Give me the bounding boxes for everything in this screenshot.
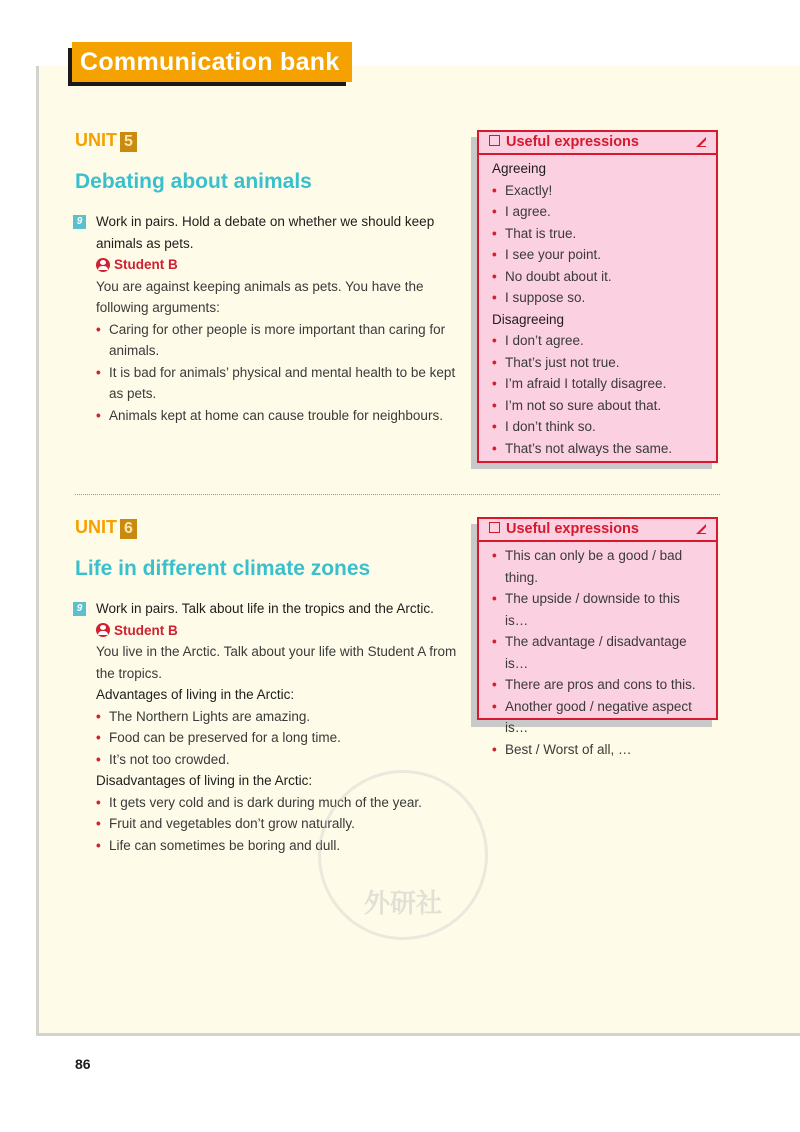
checkbox-icon: [489, 522, 500, 533]
disagreeing-list: [492, 330, 706, 459]
useful-expressions-box-unit5: [477, 130, 718, 463]
unit-number-badge: 6: [120, 519, 137, 539]
role-intro: You live in the Arctic. Talk about your life with Student A from the tropics.: [96, 644, 457, 681]
list-item: • It gets very cold and is dark during much of the year.: [96, 792, 458, 814]
list-item: • That’s not always the same.: [492, 438, 706, 460]
task-instruction: Work in pairs. Talk about life in the tropics and the Arctic.: [96, 601, 434, 616]
useful-expressions-title: Useful expressions: [506, 521, 639, 537]
publisher-watermark: 外研社: [318, 770, 488, 940]
list-item: • I agree.: [492, 201, 706, 223]
list-item: • I don’t agree.: [492, 330, 706, 352]
list-item: • Caring for other people is more important than caring for animals.: [96, 319, 458, 362]
list-item: • Food can be preserved for a long time.: [96, 727, 458, 749]
list-item: • The Northern Lights are amazing.: [96, 706, 458, 728]
disadvantages-label: Disadvantages of living in the Arctic:: [96, 773, 313, 788]
task-number-icon: 9: [73, 602, 86, 616]
unit-number-badge: 5: [120, 132, 137, 152]
page-number: 86: [75, 1056, 91, 1072]
useful-expressions-heading: [479, 519, 716, 542]
list-item: • Life can sometimes be boring and dull.: [96, 835, 458, 857]
advantages-list: [96, 706, 458, 771]
list-item: • I don’t think so.: [492, 416, 706, 438]
list-item: • The upside / downside to this is…: [492, 588, 706, 631]
useful-expressions-heading: [479, 132, 716, 155]
student-role: [96, 254, 458, 276]
corner-triangle-icon: [696, 524, 706, 534]
unit-6-title: Life in different climate zones: [75, 557, 371, 580]
useful-expressions-title: Useful expressions: [506, 134, 639, 150]
list-item: • I’m afraid I totally disagree.: [492, 373, 706, 395]
list-item: • That is true.: [492, 223, 706, 245]
corner-triangle-icon: [696, 137, 706, 147]
role-intro: You are against keeping animals as pets. You have the following arguments:: [96, 278, 424, 315]
list-item: • Fruit and vegetables don’t grow naturally.: [96, 813, 458, 835]
student-role-label: Student B: [114, 257, 178, 272]
student-role: [96, 620, 458, 642]
student-role-label: Student B: [114, 622, 178, 638]
unit-5-task: [73, 211, 458, 426]
unit-label-text: UNIT: [75, 517, 117, 537]
unit-6-label: [75, 517, 137, 539]
list-item: • I suppose so.: [492, 287, 706, 309]
list-item: • The advantage / disadvantage is…: [492, 631, 706, 674]
agreeing-label: Agreeing: [492, 161, 547, 176]
section-divider: [75, 494, 720, 495]
unit-5-title: Debating about animals: [75, 170, 312, 193]
expressions-list: [492, 545, 706, 760]
list-item: • I’m not so sure about that.: [492, 395, 706, 417]
list-item: • There are pros and cons to this.: [492, 674, 706, 696]
unit-label-text: UNIT: [75, 130, 117, 150]
checkbox-icon: [489, 135, 500, 146]
task-instruction: Work in pairs. Hold a debate on whether we should keep animals as pets.: [96, 214, 435, 251]
section-header: Communication bank: [72, 42, 352, 82]
list-item: • Animals kept at home can cause trouble for neighbours.: [96, 405, 458, 427]
disagreeing-label: Disagreeing: [492, 311, 565, 327]
agreeing-list: [492, 180, 706, 309]
useful-expressions-box-unit6: [477, 517, 718, 757]
list-item: • It’s not too crowded.: [96, 749, 458, 771]
unit-5-label: [75, 130, 137, 152]
list-item: • Best / Worst of all, …: [492, 739, 706, 761]
student-icon: [96, 623, 110, 637]
task-number-icon: 9: [73, 215, 86, 229]
list-item: • It is bad for animals’ physical and mental health to be kept as pets.: [96, 362, 458, 405]
argument-list: [96, 319, 458, 427]
advantages-label: Advantages of living in the Arctic:: [96, 687, 295, 702]
student-icon: [96, 258, 110, 272]
list-item: • I see your point.: [492, 244, 706, 266]
list-item: • No doubt about it.: [492, 266, 706, 288]
list-item: • This can only be a good / bad thing.: [492, 545, 706, 588]
list-item: • Exactly!: [492, 180, 706, 202]
list-item: • Another good / negative aspect is…: [492, 696, 706, 739]
list-item: • That’s just not true.: [492, 352, 706, 374]
